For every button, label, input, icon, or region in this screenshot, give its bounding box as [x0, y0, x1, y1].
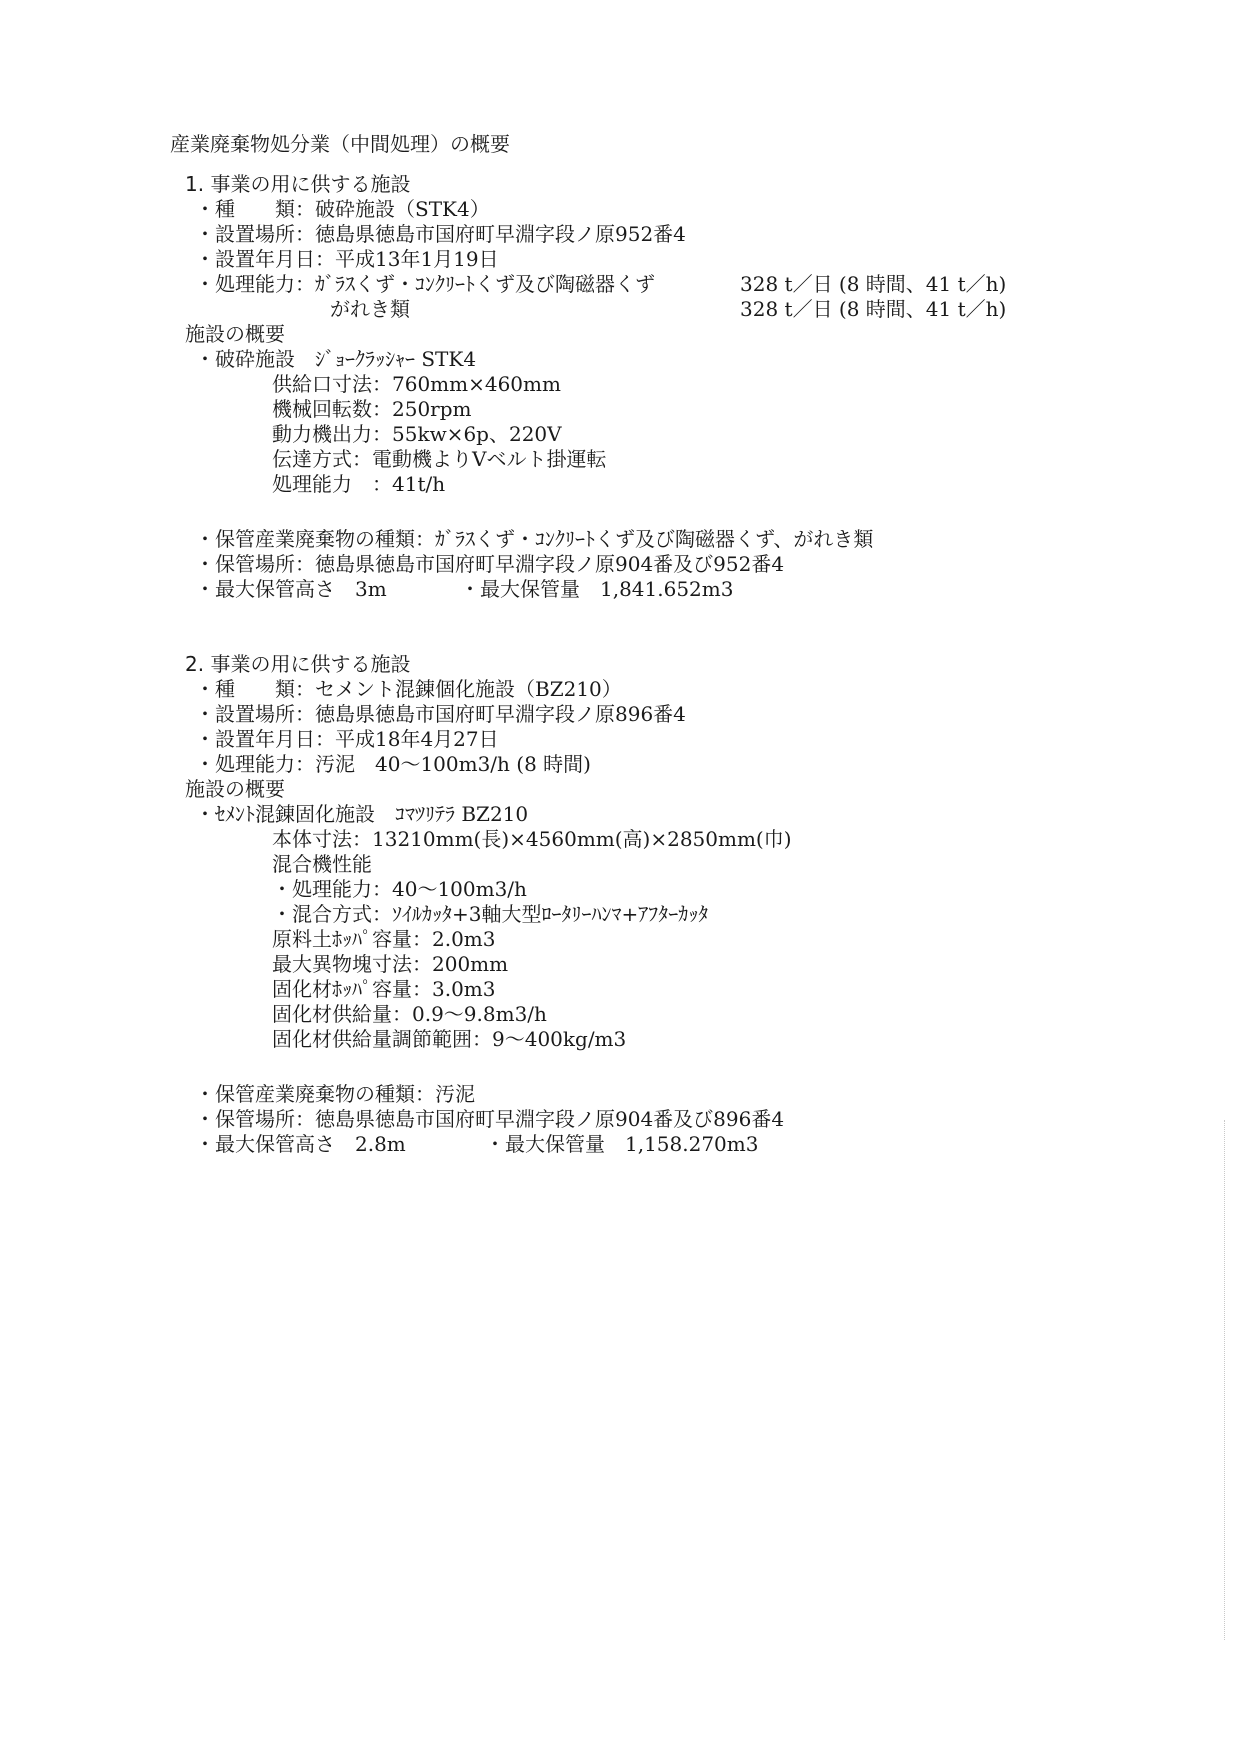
s1-capacity-2-label: がれき類 — [330, 297, 410, 321]
s1-spec-2: 機械回転数：250rpm — [272, 397, 472, 421]
s1-storage-volume: ・最大保管量 1,841.652m3 — [460, 577, 734, 601]
s1-capacity-1-value: 328 t／日 (8 時間、41 t／h) — [740, 272, 1007, 296]
s2-storage-place: ・保管場所：徳島県徳島市国府町早淵字段ノ原904番及び896番4 — [195, 1107, 785, 1131]
s1-capacity-2-value: 328 t／日 (8 時間、41 t／h) — [740, 297, 1007, 321]
s1-spec-4: 伝達方式：電動機よりVベルト掛運転 — [272, 447, 607, 471]
section-1-heading: 1. 事業の用に供する施設 — [185, 172, 411, 196]
s2-kind: ・種 類：セメント混錬個化施設（BZ210） — [195, 677, 622, 701]
s2-spec-1: 本体寸法：13210mm(長)×4560mm(高)×2850mm(巾) — [272, 827, 792, 851]
s2-spec-9: 固化材供給量調節範囲：9～400kg/m3 — [272, 1027, 627, 1051]
s1-storage-kind: ・保管産業廃棄物の種類：ｶﾞﾗｽくず・ｺﾝｸﾘｰﾄくず及び陶磁器くず、がれき類 — [195, 527, 874, 551]
s1-facility: ・破砕施設 ｼﾞｮｰｸﾗｯｼｬｰ STK4 — [195, 347, 477, 371]
s2-spec-6: 最大異物塊寸法：200mm — [272, 952, 509, 976]
s2-spec-7: 固化材ﾎｯﾊﾟ容量：3.0m3 — [272, 977, 496, 1001]
s1-capacity-1-label: ・処理能力：ｶﾞﾗｽくず・ｺﾝｸﾘｰﾄくず及び陶磁器くず — [195, 272, 655, 296]
s2-storage-kind: ・保管産業廃棄物の種類：汚泥 — [195, 1082, 475, 1106]
s1-spec-3: 動力機出力：55kw×6p、220V — [272, 422, 562, 446]
s1-overview-heading: 施設の概要 — [185, 322, 285, 346]
s2-storage-volume: ・最大保管量 1,158.270m3 — [485, 1132, 759, 1156]
s1-install-date: ・設置年月日：平成13年1月19日 — [195, 247, 499, 271]
s2-spec-3: ・処理能力：40～100m3/h — [272, 877, 527, 901]
s2-spec-8: 固化材供給量：0.9～9.8m3/h — [272, 1002, 547, 1026]
s2-spec-5: 原料土ﾎｯﾊﾟ容量：2.0m3 — [272, 927, 496, 951]
s2-spec-4: ・混合方式：ｿｲﾙｶｯﾀ+3軸大型ﾛｰﾀﾘｰﾊﾝﾏ+ｱﾌﾀｰｶｯﾀ — [272, 902, 709, 926]
s1-kind: ・種 類：破砕施設（STK4） — [195, 197, 490, 221]
s2-spec-2: 混合機性能 — [272, 852, 372, 876]
section-2-heading: 2. 事業の用に供する施設 — [185, 652, 411, 676]
s2-location: ・設置場所：徳島県徳島市国府町早淵字段ノ原896番4 — [195, 702, 686, 726]
s2-overview-heading: 施設の概要 — [185, 777, 285, 801]
s2-facility: ・ｾﾒﾝﾄ混錬固化施設 ｺﾏﾂﾘﾃﾗ BZ210 — [195, 802, 529, 826]
document-title: 産業廃棄物処分業（中間処理）の概要 — [170, 132, 510, 156]
scan-edge-mark — [1224, 1120, 1226, 1640]
s2-capacity: ・処理能力：汚泥 40～100m3/h (8 時間) — [195, 752, 591, 776]
s1-storage-height: ・最大保管高さ 3m — [195, 577, 387, 601]
s2-install-date: ・設置年月日：平成18年4月27日 — [195, 727, 499, 751]
s1-storage-place: ・保管場所：徳島県徳島市国府町早淵字段ノ原904番及び952番4 — [195, 552, 785, 576]
s1-location: ・設置場所：徳島県徳島市国府町早淵字段ノ原952番4 — [195, 222, 686, 246]
s1-spec-5: 処理能力 ：41t/h — [272, 472, 446, 496]
s1-spec-1: 供給口寸法：760mm×460mm — [272, 372, 561, 396]
s2-storage-height: ・最大保管高さ 2.8m — [195, 1132, 406, 1156]
